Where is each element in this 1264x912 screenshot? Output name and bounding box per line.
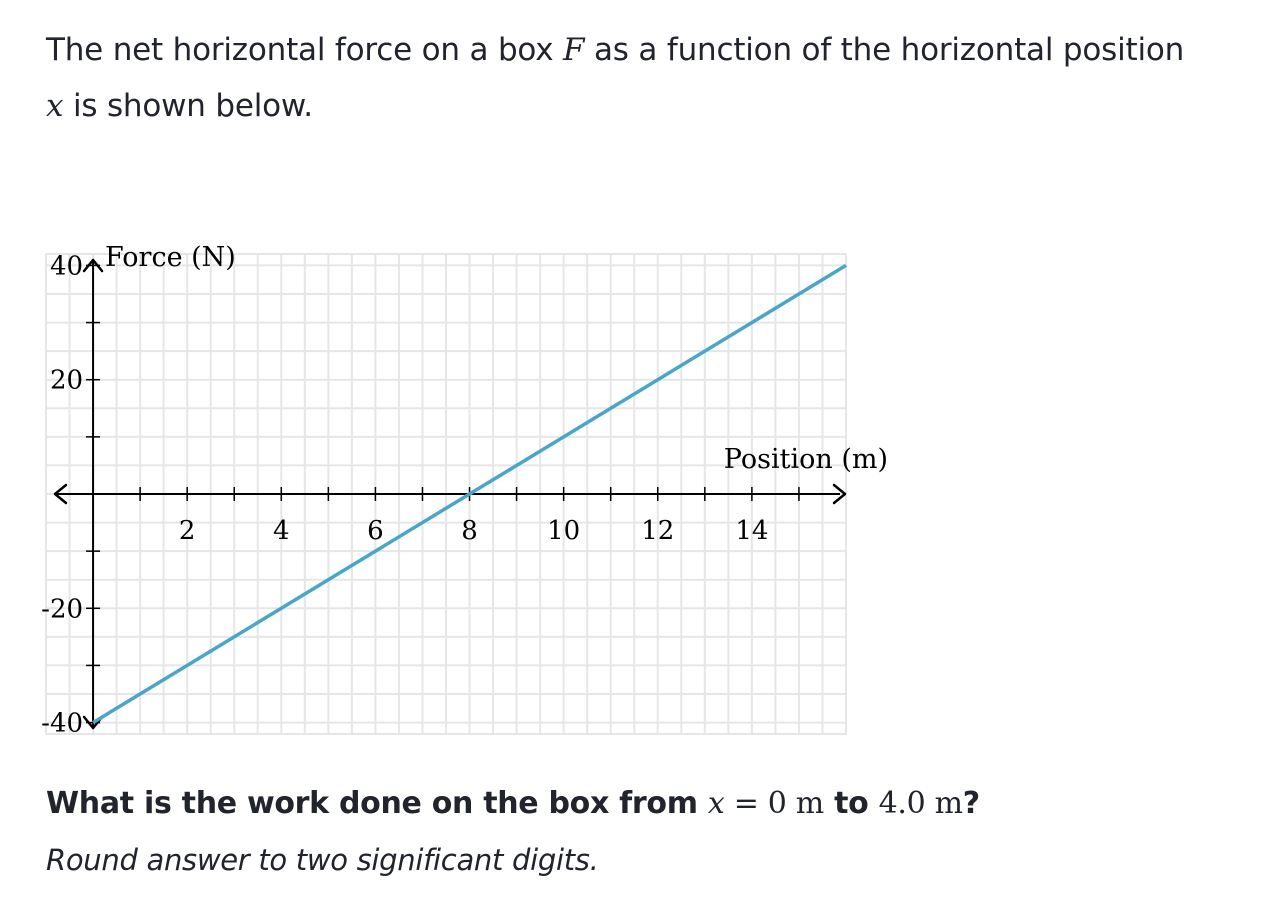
x-tick-label: 10 xyxy=(547,516,581,546)
question-start-value: 0 m xyxy=(767,786,824,821)
intro-text-3: is shown below. xyxy=(63,88,313,124)
x-tick-label: 14 xyxy=(735,516,769,546)
x-axis-title: Position (m) xyxy=(723,444,888,475)
question-to: to xyxy=(823,786,879,821)
problem-intro xyxy=(46,22,1246,134)
force-position-chart xyxy=(0,230,900,750)
position-variable: x xyxy=(46,88,64,124)
question-equals: = xyxy=(724,786,768,821)
rounding-hint: Round answer to two significant digits. xyxy=(46,843,599,877)
x-tick-label: 6 xyxy=(367,516,384,546)
y-tick-label: 40 xyxy=(49,251,84,282)
force-variable: F xyxy=(563,32,585,68)
intro-text-2: as a function of the horizontal position xyxy=(584,32,1185,68)
question-end-value: 4.0 m xyxy=(878,786,963,821)
question xyxy=(46,786,1246,821)
chart-svg xyxy=(0,230,900,750)
x-tick-label: 4 xyxy=(273,516,290,546)
intro-text-1: The net horizontal force on a box xyxy=(46,32,564,68)
y-tick-label: 20 xyxy=(49,365,84,396)
question-text-1: What is the work done on the box from xyxy=(46,786,708,821)
x-tick-label: 2 xyxy=(178,516,196,546)
y-tick-label: -40 xyxy=(41,708,84,739)
y-tick-label: -20 xyxy=(41,594,84,625)
question-x-variable: x xyxy=(707,786,725,821)
x-tick-label: 8 xyxy=(461,516,478,546)
x-tick-label: 12 xyxy=(641,516,675,546)
y-axis-title: Force (N) xyxy=(105,242,236,273)
question-punct: ? xyxy=(962,786,980,821)
